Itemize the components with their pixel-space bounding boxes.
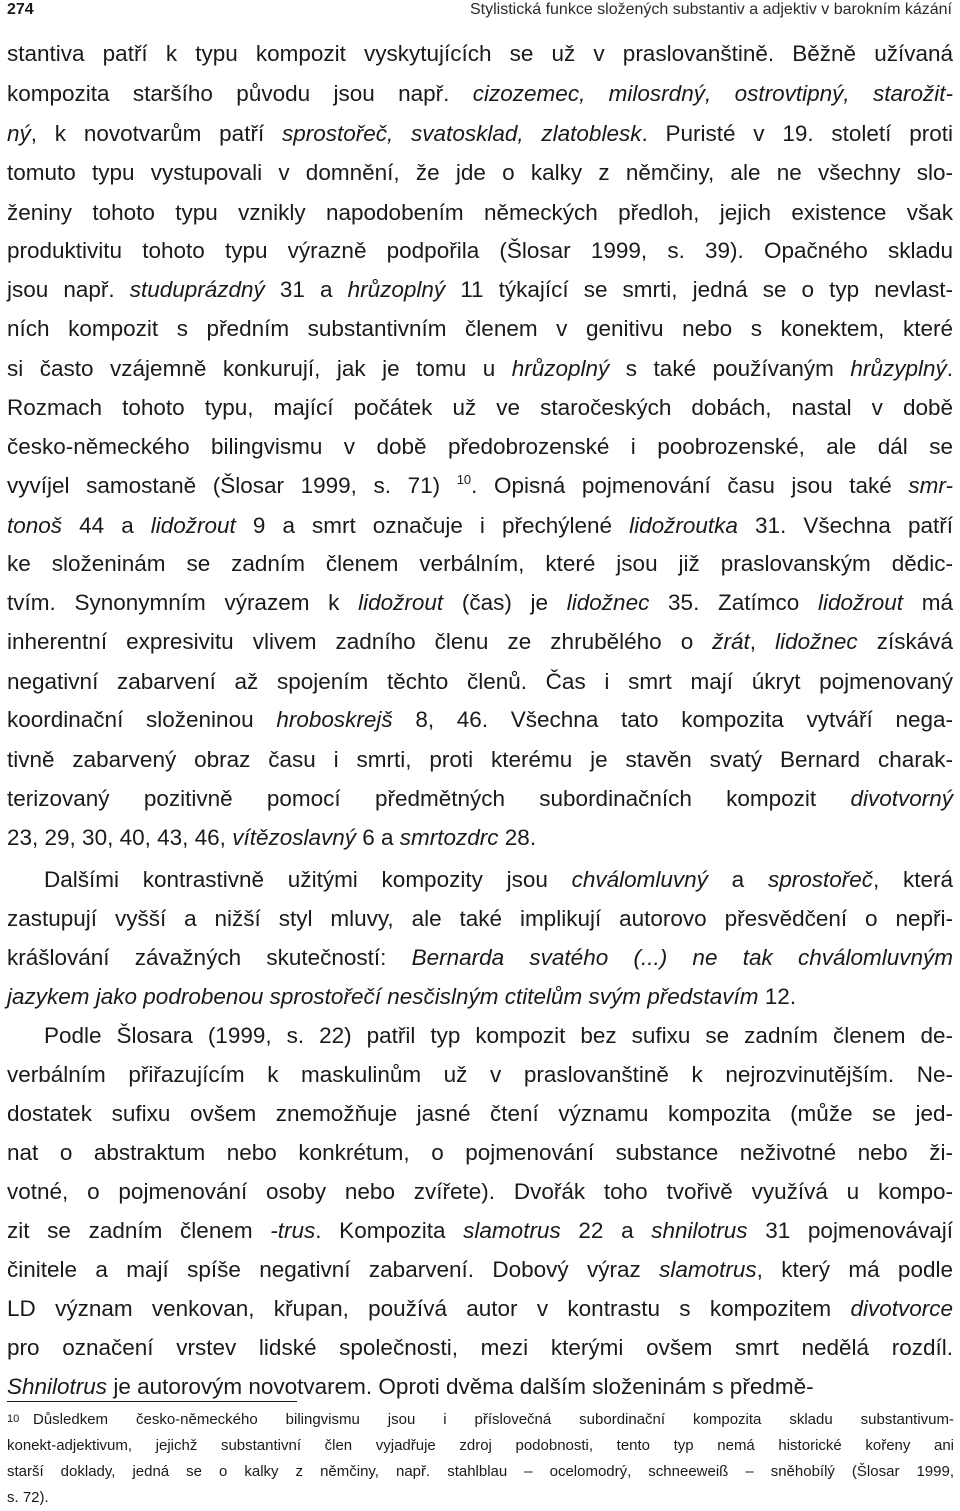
text-run: 35. Zatímco [649, 590, 818, 615]
italic-term: lidožrout [150, 513, 236, 538]
text-run: nat o abstraktum nebo konkrétum, o pojmenování substance neživotné nebo ži- [7, 1140, 953, 1165]
text-line [7, 231, 953, 271]
text-line [7, 1328, 953, 1368]
italic-term: chválomluvný [571, 867, 708, 892]
text-line [7, 466, 953, 506]
text-line [7, 1055, 953, 1095]
italic-term: hrůzoplný [511, 356, 610, 381]
italic-term: divotvorce [850, 1296, 953, 1321]
text-line [7, 349, 953, 389]
text-run: tomuto typu vystupovali v domnění, že jde o kalky z němčiny, ale ne všechny slo- [7, 160, 953, 185]
text-line [7, 622, 953, 662]
italic-term: vítězoslavný [232, 825, 356, 850]
text-run: dostatek sufixu ovšem znemožňuje jasné čtení významu kompozita (může se jed- [7, 1101, 953, 1126]
italic-term: cizozemec, milosrdný, ostrovtipný, starožit- [472, 81, 953, 106]
italic-term: lidožroutka [629, 513, 738, 538]
text-line [7, 1133, 953, 1173]
italic-term: studuprázdný [129, 277, 265, 302]
text-run: stantiva patří k typu kompozit vyskytujících se už v praslovanštině. Běžně užívaná [7, 41, 953, 66]
text-line [7, 583, 953, 623]
text-run: 11 týkající se smrti, jedná se o typ nevlast- [445, 277, 954, 302]
text-line [7, 977, 953, 1017]
italic-term: lidožrout [818, 590, 904, 615]
footnote-line: s. 72). [7, 1489, 49, 1506]
italic-term: Bernarda svatého (...) ne tak chválomluvným [411, 945, 953, 970]
text-line [7, 1016, 953, 1056]
italic-term: shnilotrus [651, 1218, 748, 1243]
page-number: 274 [7, 1, 34, 18]
text-run: negativní zabarvení až spojením těchto členů. Čas i smrt mají úkryt pojmenovaný [7, 669, 953, 694]
italic-term: ný [7, 121, 31, 146]
text-run: LD význam venkovan, křupan, používá autor v kontrastu s kompozitem [7, 1296, 851, 1321]
italic-term: hroboskrejš [276, 707, 393, 732]
text-run: si často vzájemně konkurují, jak je tomu u [7, 356, 512, 381]
italic-term: lidožnec [566, 590, 650, 615]
text-line [7, 1211, 953, 1251]
footnote-line: starší doklady, jedná se o kalky z němčiny, např. stahlblau – ocelomodrý, schneeweiß – sněhobílý (Šlosar 1999, [7, 1463, 954, 1480]
text-line [7, 740, 953, 780]
text-line [7, 544, 953, 584]
text-line [7, 114, 953, 154]
italic-term: žrát [712, 629, 750, 654]
text-run: votné, o pojmenování osoby nebo zvířete). Dvořák toho tvořivě využívá u kompo- [7, 1179, 953, 1204]
text-run: 31 a [264, 277, 348, 302]
text-run: s také používaným [609, 356, 851, 381]
footnote-reference: 10 [456, 472, 472, 487]
text-run: jsou např. [7, 277, 130, 302]
text-line [7, 860, 953, 900]
italic-term: tonoš [7, 513, 63, 538]
text-run: tivně zabarvený obraz času i smrti, proti kterému je stavěn svatý Bernard charak- [7, 747, 953, 772]
italic-term: lidožnec [775, 629, 858, 654]
footnote-marker: 10 [7, 1413, 20, 1425]
italic-term: divotvorný [850, 786, 953, 811]
text-run: ke složeninám se zadním členem verbálním, které jsou již praslovanským dědic- [7, 551, 953, 576]
text-line [7, 899, 953, 939]
text-run: 22 a [560, 1218, 652, 1243]
text-run: pro označení vrstev lidské společnosti, mezi kterými ovšem smrt nedělá rozdíl. [7, 1335, 953, 1360]
footnote-line: konekt-adjektivum, jejichž substantivní člen vyjadřuje zdroj podobnosti, tento typ nemá historické kořeny ani [7, 1437, 954, 1454]
text-run: koordinační složeninou [7, 707, 277, 732]
text-line [7, 700, 953, 740]
text-line [7, 309, 953, 349]
text-run: zastupují vyšší a nižší styl mluvy, ale také implikují autorovo přesvědčení o nepři- [7, 906, 953, 931]
text-run: 44 a [62, 513, 151, 538]
text-line [7, 1250, 953, 1290]
italic-term: smr- [908, 473, 953, 498]
text-run: 8, 46. Všechna tato kompozita vytváří nega- [392, 707, 954, 732]
text-run: má [903, 590, 954, 615]
italic-term: slamotrus [659, 1257, 757, 1282]
text-run: verbálním přiřazujícím k maskulinům už v praslovanštině k nejrozvinutějším. Ne- [7, 1062, 953, 1087]
text-line [7, 1172, 953, 1212]
text-line [7, 938, 953, 978]
text-run: 28. [498, 825, 537, 850]
text-line [7, 270, 953, 310]
text-run: zit se zadním členem [7, 1218, 271, 1243]
text-run: Podle Šlosara (1999, s. 22) patřil typ kompozit bez sufixu se zadním členem de- [44, 1023, 953, 1048]
text-run: . Opisná pojmenování času jsou také [471, 473, 909, 498]
text-line [7, 74, 953, 114]
footnote-rule [7, 1401, 297, 1402]
text-run: 31 pojmenovávají [747, 1218, 953, 1243]
text-line [7, 779, 953, 819]
italic-term: sprostořeč, svatosklad, zlatoblesk [281, 121, 642, 146]
text-line [7, 34, 953, 74]
text-run: . Puristé v 19. století proti [641, 121, 953, 146]
running-header [7, 0, 952, 22]
italic-term: smrtozdrc [399, 825, 499, 850]
italic-term: hrůzyplný [850, 356, 947, 381]
text-run: tvím. Synonymním výrazem k [7, 590, 359, 615]
text-run: , k novotvarům patří [30, 121, 282, 146]
text-run: ních kompozit s předním substantivním členem v genitivu nebo s konektem, které [7, 316, 953, 341]
text-line [7, 427, 953, 467]
text-line [7, 818, 953, 858]
text-run: 12. [758, 984, 797, 1009]
text-line [7, 1094, 953, 1134]
text-run: 31. Všechna patří [737, 513, 953, 538]
text-run: je autorovým novotvarem. Oproti dvěma dalším složeninám s předmě- [107, 1374, 814, 1399]
text-run: krášlování závažných skutečností: [7, 945, 412, 970]
text-line [7, 662, 953, 702]
text-run: 9 a smrt označuje i přechýlené [235, 513, 630, 538]
text-line [7, 388, 953, 428]
text-run: Rozmach tohoto typu, mající počátek už ve staročeských dobách, nastal v době [7, 395, 953, 420]
text-run: ženiny tohoto typu vznikly napodobením německých předloh, jejich existence však [7, 200, 953, 225]
text-run: , [749, 629, 776, 654]
text-run: činitele a mají spíše negativní zabarvení. Dobový výraz [7, 1257, 660, 1282]
text-run: , který má podle [756, 1257, 953, 1282]
text-run: , která [872, 867, 953, 892]
text-run: . Kompozita [315, 1218, 464, 1243]
text-run: terizovaný pozitivně pomocí předmětných subordinačních kompozit [7, 786, 851, 811]
text-line [7, 193, 953, 233]
italic-term: -trus [270, 1218, 316, 1243]
text-line [7, 506, 953, 546]
text-run: získává [857, 629, 953, 654]
italic-term: slamotrus [463, 1218, 561, 1243]
text-run: a [707, 867, 768, 892]
text-run: inherentní expresivitu vlivem zadního členu ze zhrubělého o [7, 629, 713, 654]
text-run: (čas) je [443, 590, 567, 615]
text-line [7, 1289, 953, 1329]
italic-term: jazykem jako podrobenou sprostořečí nesčislným ctitelům svým představím [7, 984, 759, 1009]
text-line [7, 153, 953, 193]
text-run: vyvíjel samostaně (Šlosar 1999, s. 71) [7, 473, 457, 498]
text-run: kompozita staršího původu jsou např. [7, 81, 473, 106]
text-run: produktivitu tohoto typu výrazně podpořila (Šlosar 1999, s. 39). Opačného skladu [7, 238, 953, 263]
italic-term: lidožrout [358, 590, 444, 615]
text-run: česko-německého bilingvismu v době předobrozenské i poobrozenské, ale dál se [7, 434, 953, 459]
text-run: Dalšími kontrastivně užitými kompozity jsou [44, 867, 572, 892]
text-run: 6 a [356, 825, 400, 850]
footnote-line: Důsledkem česko-německého bilingvismu jsou i příslovečná subordinační kompozita skladu substantivum- [33, 1411, 954, 1428]
italic-term: sprostořeč [767, 867, 873, 892]
text-run: 23, 29, 30, 40, 43, 46, [7, 825, 233, 850]
italic-term: hrůzoplný [347, 277, 446, 302]
running-title: Stylistická funkce složených substantiv a adjektiv v barokním kázání [470, 1, 952, 18]
text-run: . [946, 356, 953, 381]
italic-term: Shnilotrus [7, 1374, 108, 1399]
